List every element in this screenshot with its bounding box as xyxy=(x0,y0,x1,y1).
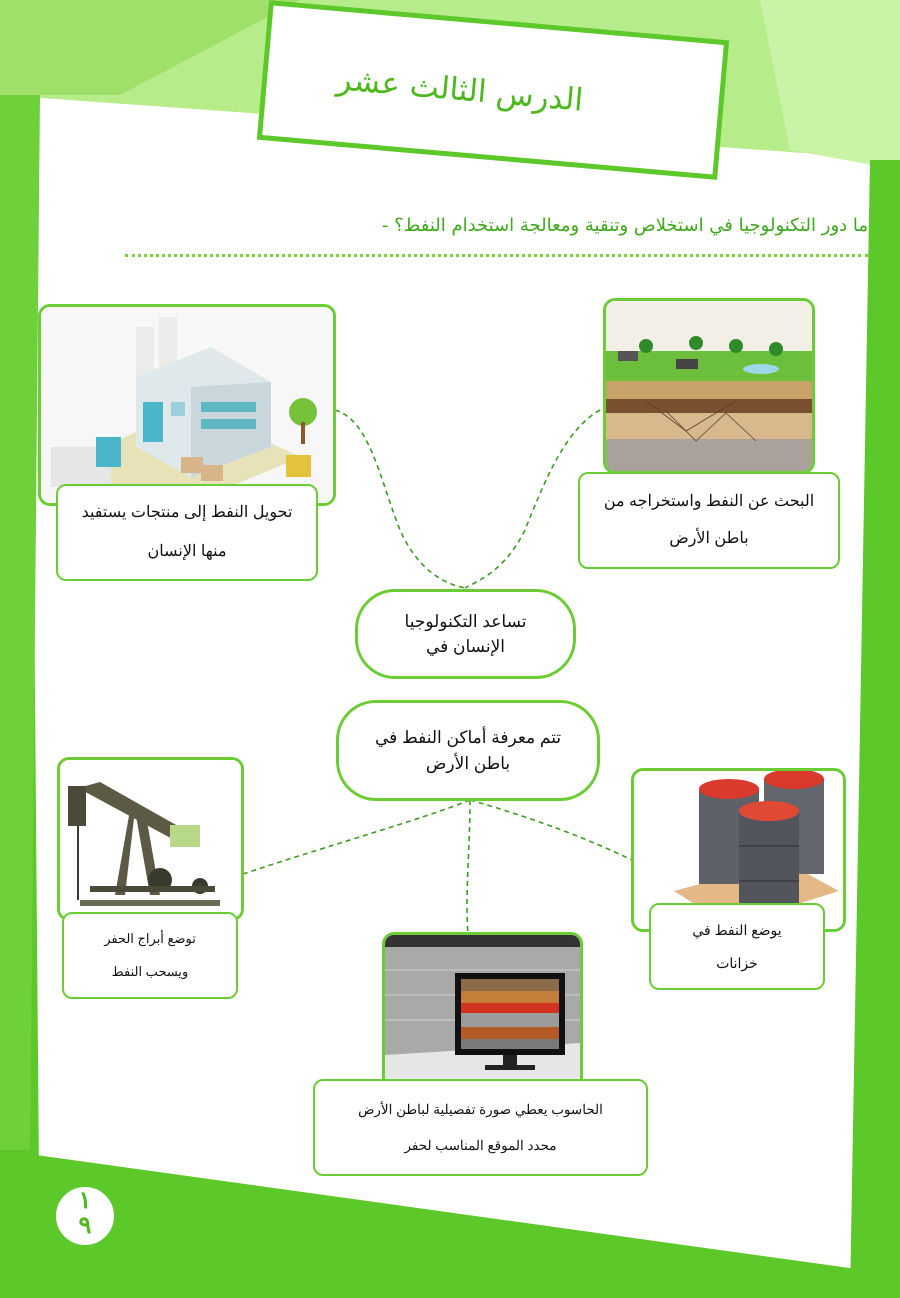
earth-image-card xyxy=(603,298,815,474)
pumpjack-icon xyxy=(60,760,241,918)
factory-icon xyxy=(41,307,333,503)
center-top-bubble: تساعد التكنولوجيا الإنسان في xyxy=(355,589,576,679)
computer-monitor-icon xyxy=(385,935,580,1093)
pumpjack-image-card xyxy=(57,757,244,921)
question-text: ما دور التكنولوجيا في استخلاص وتنقية ومعالجة استخدام النفط؟ - xyxy=(381,215,868,236)
page-number-badge xyxy=(52,1183,118,1249)
earth-caption: البحث عن النفط واستخراجه من باطن الأرض xyxy=(578,472,840,569)
factory-caption: تحويل النفط إلى منتجات يستفيد منها الإنسان xyxy=(56,484,318,581)
answer-dotted-line xyxy=(125,254,868,257)
earth-layers-icon xyxy=(606,301,812,471)
lesson-title: الدرس الثالث عشر xyxy=(335,61,585,119)
center-bottom-bubble: تتم معرفة أماكن النفط في باطن الأرض xyxy=(336,700,600,801)
pumpjack-caption: توضع أبراج الحفر ويسحب النفط xyxy=(62,912,238,999)
page-number-top: ١ xyxy=(78,1185,92,1214)
computer-caption: الحاسوب يعطي صورة تفصيلية لباطن الأرض محدد الموقع المناسب لحفر xyxy=(313,1079,648,1176)
barrels-caption: يوضع النفط في خزانات xyxy=(649,903,825,990)
page-number-bottom: ٩ xyxy=(78,1210,92,1240)
factory-image-card xyxy=(38,304,336,506)
computer-image-card xyxy=(382,932,583,1096)
